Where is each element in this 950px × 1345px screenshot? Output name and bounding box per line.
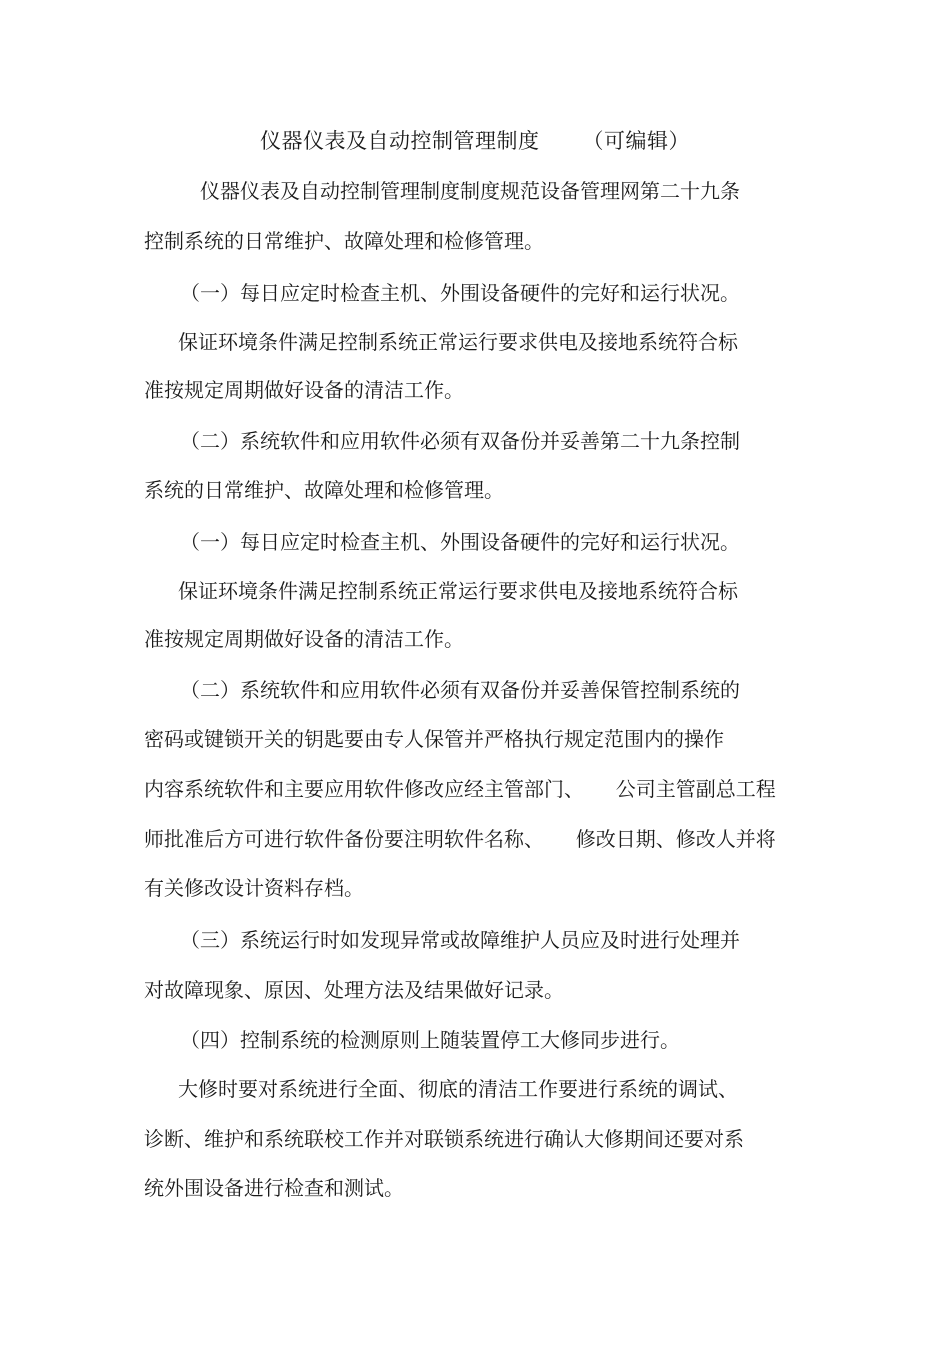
body-line: 密码或键锁开关的钥匙要由专人保管并严格执行规定范围内的操作 — [144, 727, 724, 751]
body-line: （二）系统软件和应用软件必须有双备份并妥善第二十九条控制 — [180, 429, 740, 453]
body-line: （二）系统软件和应用软件必须有双备份并妥善保管控制系统的 — [180, 678, 740, 702]
body-line: 有关修改设计资料存档。 — [144, 876, 364, 900]
body-line: 控制系统的日常维护、故障处理和检修管理。 — [144, 229, 544, 253]
body-line: 准按规定周期做好设备的清洁工作。 — [144, 378, 464, 402]
body-line: （三）系统运行时如发现异常或故障维护人员应及时进行处理并 — [180, 928, 740, 952]
body-line: 仪器仪表及自动控制管理制度制度规范设备管理网第二十九条 — [200, 179, 740, 203]
body-line: 师批准后方可进行软件备份要注明软件名称、 修改日期、修改人并将 — [144, 827, 776, 851]
body-line: 对故障现象、原因、处理方法及结果做好记录。 — [144, 978, 564, 1002]
body-line: 准按规定周期做好设备的清洁工作。 — [144, 627, 464, 651]
body-line: 保证环境条件满足控制系统正常运行要求供电及接地系统符合标 — [178, 579, 738, 603]
body-line: 统外围设备进行检查和测试。 — [144, 1176, 404, 1200]
body-line: 保证环境条件满足控制系统正常运行要求供电及接地系统符合标 — [178, 330, 738, 354]
document-title: 仪器仪表及自动控制管理制度 （可编辑） — [259, 129, 691, 153]
body-line: （一）每日应定时检查主机、外围设备硬件的完好和运行状况。 — [180, 281, 740, 305]
body-line: （四）控制系统的检测原则上随装置停工大修同步进行。 — [180, 1028, 680, 1052]
body-line: （一）每日应定时检查主机、外围设备硬件的完好和运行状况。 — [180, 530, 740, 554]
body-line: 内容系统软件和主要应用软件修改应经主管部门、 公司主管副总工程 — [144, 777, 776, 801]
body-line: 系统的日常维护、故障处理和检修管理。 — [144, 478, 504, 502]
body-line: 诊断、维护和系统联校工作并对联锁系统进行确认大修期间还要对系 — [144, 1127, 744, 1151]
body-line: 大修时要对系统进行全面、彻底的清洁工作要进行系统的调试、 — [178, 1077, 738, 1101]
